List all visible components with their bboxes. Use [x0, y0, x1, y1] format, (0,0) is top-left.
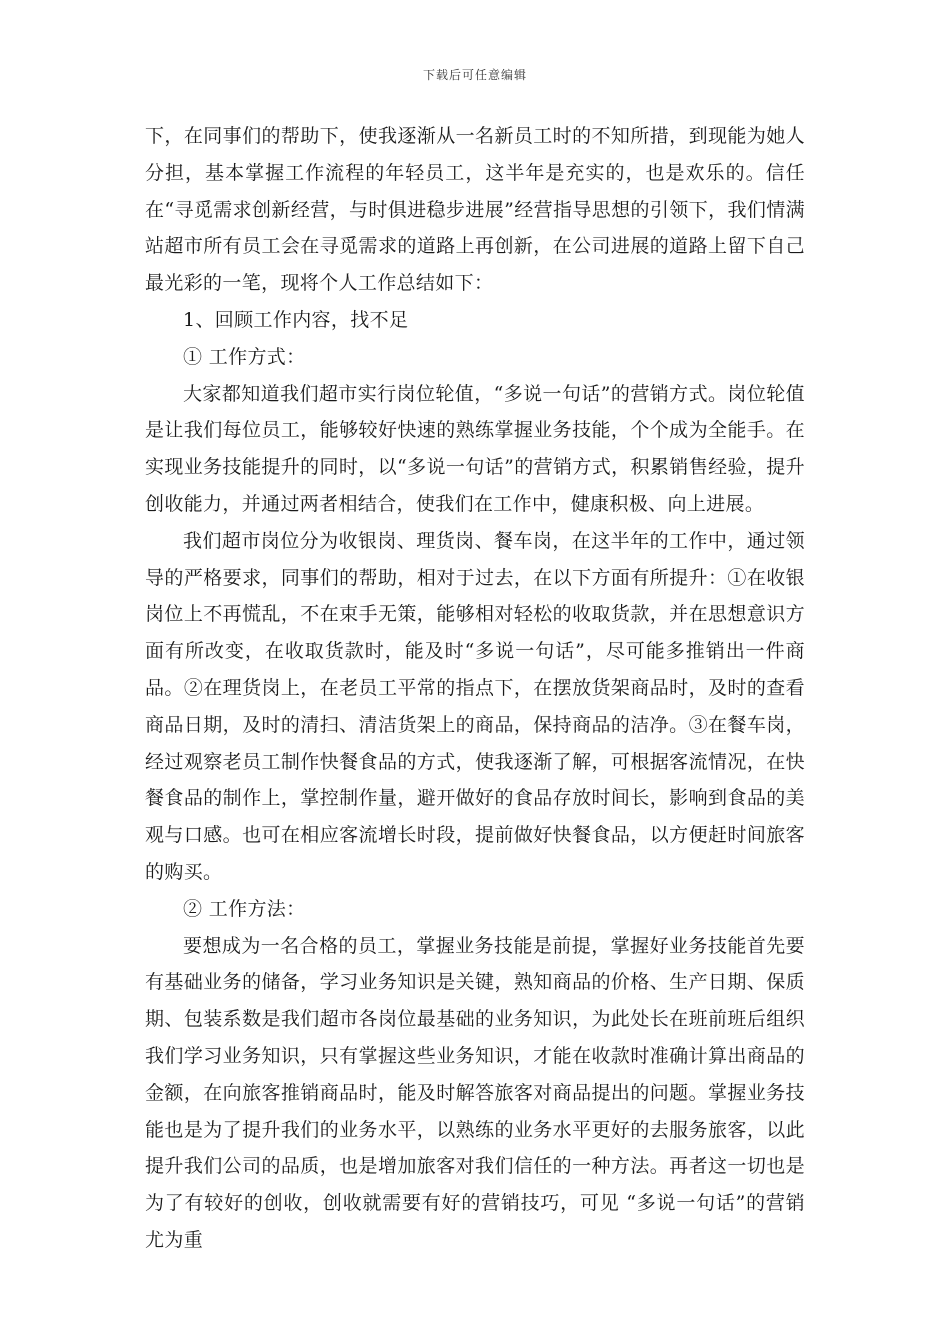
paragraph-continuation: 下，在同事们的帮助下，使我逐渐从一名新员工时的不知所措，到现能为她人分担，基本掌握工作流程的年轻员工，这半年是充实的，也是欢乐的。信任在“寻觅需求创新经营，与时俱进稳步进展”经营指导思想的引领下，我们情满站超市所有员工会在寻觅需求的道路上再创新，在公司进展的道路上留下自己最光彩的一笔，现将个人工作总结如下： [145, 125, 805, 295]
section-heading-review: 1、回顾工作内容，找不足 [183, 308, 409, 331]
document-body [145, 118, 805, 1259]
subheading-work-method: ② 工作方法： [183, 897, 306, 920]
paragraph-skills: 要想成为一名合格的员工，掌握业务技能是前提，掌握好业务技能首先要有基础业务的储备，学习业务知识是关键，熟知商品的价格、生产日期、保质期、包装系数是我们超市各岗位最基础的业务知识，为此处长在班前班后组织我们学习业务知识，只有掌握这些业务知识，才能在收款时准确计算出商品的金额，在向旅客推销商品时，能及时解答旅客对商品提出的问题。掌握业务技能也是为了提升我们的业务水平，以熟练的业务水平更好的去服务旅客，以此提升我们公司的品质，也是增加旅客对我们信任的一种方法。再者这一切也是为了有较好的创收，创收就需要有好的营销技巧，可见 “多说一句话”的营销尤为重 [145, 934, 805, 1251]
paragraph-positions: 我们超市岗位分为收银岗、理货岗、餐车岗，在这半年的工作中，通过领导的严格要求，同事们的帮助，相对于过去，在以下方面有所提升：①在收银岗位上不再慌乱，不在束手无策，能够相对轻松的收取货款，并在思想意识方面有所改变，在收取货款时，能及时“多说一句话”，尽可能多推销出一件商品。②在理货岗上，在老员工平常的指点下，在摆放货架商品时，及时的查看商品日期，及时的清扫、清洁货架上的商品，保持商品的洁净。③在餐车岗，经过观察老员工制作快餐食品的方式，使我逐渐了解，可根据客流情况，在快餐食品的制作上，掌控制作量，避开做好的食品存放时间长，影响到食品的美观与口感。也可在相应客流增长时段，提前做好快餐食品，以方便赶时间旅客的购买。 [145, 529, 805, 883]
subheading-work-style: ① 工作方式： [183, 345, 306, 368]
paragraph-rotation: 大家都知道我们超市实行岗位轮值，“多说一句话”的营销方式。岗位轮值是让我们每位员工，能够较好快速的熟练掌握业务技能，个个成为全能手。在实现业务技能提升的同时，以“多说一句话”的营销方式，积累销售经验，提升创收能力，并通过两者相结合，使我们在工作中，健康积极、向上进展。 [145, 382, 805, 515]
page-header: 下载后可任意编辑 [422, 68, 527, 82]
